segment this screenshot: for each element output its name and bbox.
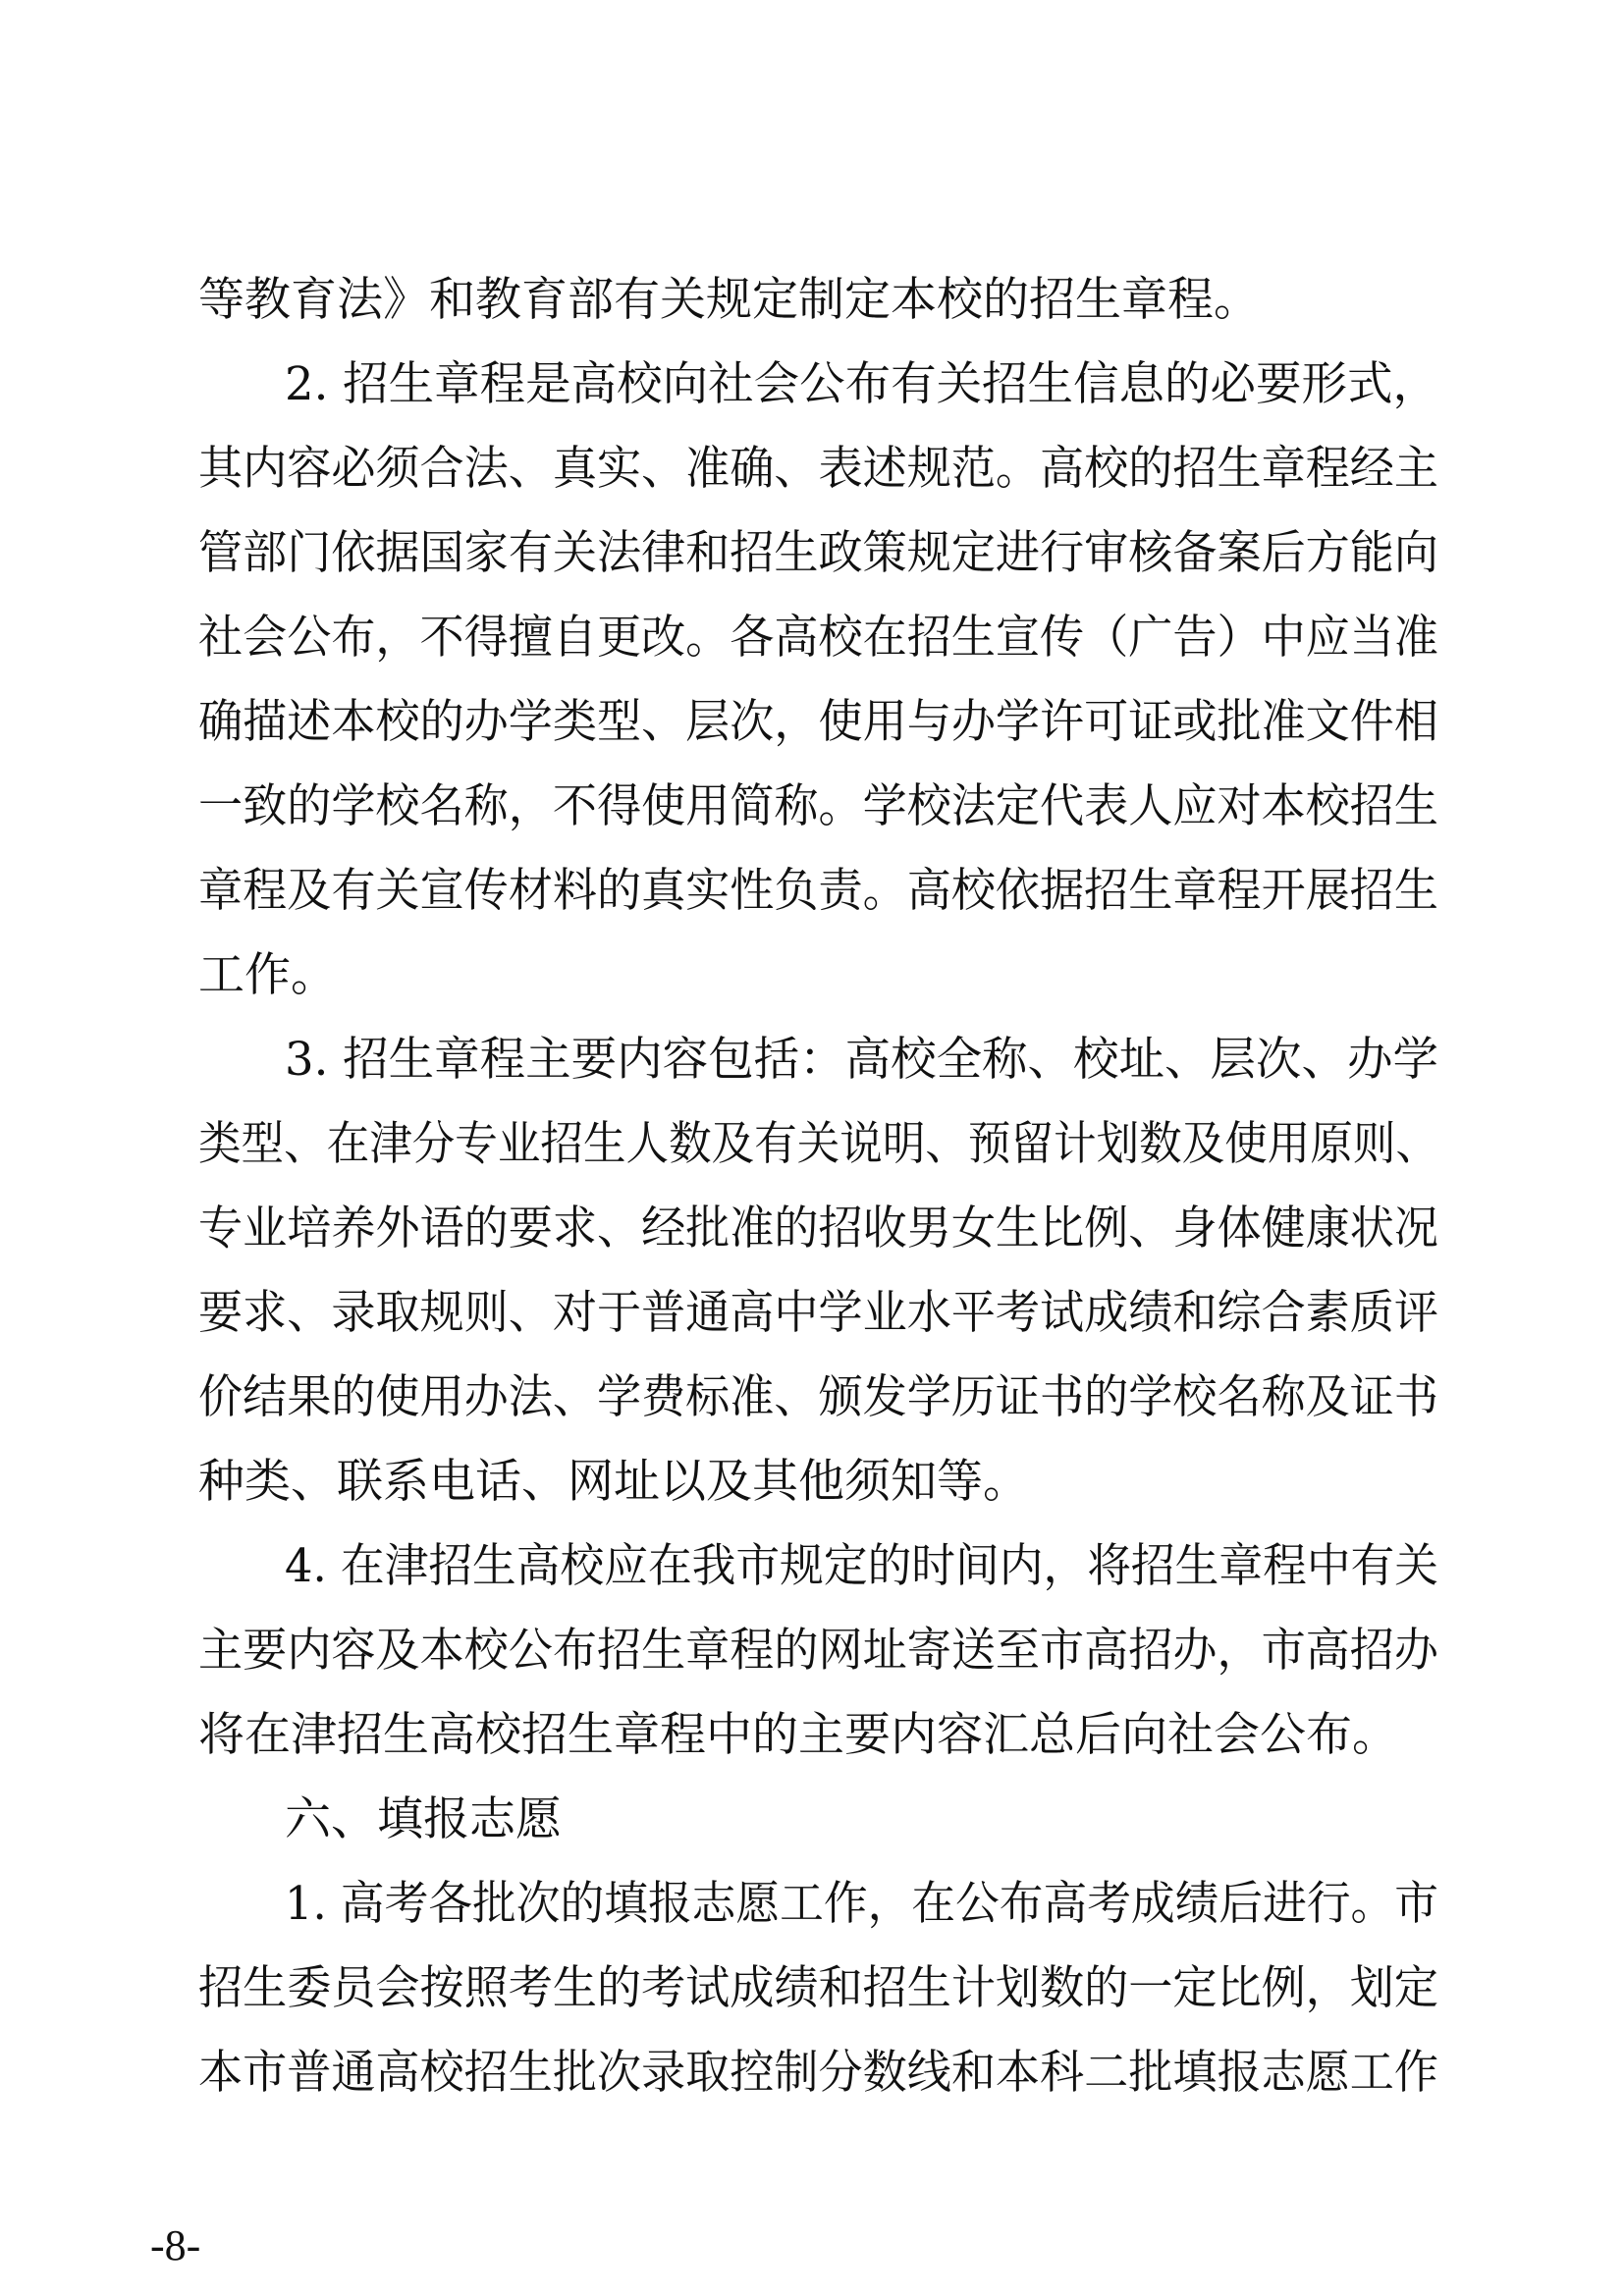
line-text: 4. 在津招生高校应在我市规定的时间内，将招生章程中有关 (285, 1539, 1438, 1593)
line-text: 章程及有关宣传材料的真实性负责。高校依据招生章程开展招生 (198, 864, 1438, 918)
text-line (0, 435, 1624, 504)
text-line (0, 1532, 1624, 1601)
line-text: 将在津招生高校招生章程中的主要内容汇总后向社会公布。 (198, 1708, 1398, 1762)
line-text: 2. 招生章程是高校向社会公布有关招生信息的必要形式， (285, 357, 1438, 411)
text-line (0, 2039, 1624, 2108)
line-text: 等教育法》和教育部有关规定制定本校的招生章程。 (198, 273, 1260, 327)
text-line (0, 688, 1624, 757)
text-line (0, 1195, 1624, 1263)
line-text: 一致的学校名称，不得使用简称。学校法定代表人应对本校招生 (198, 779, 1438, 833)
text-line (0, 1786, 1624, 1854)
text-line (0, 1448, 1624, 1517)
text-line (0, 773, 1624, 841)
text-line (0, 604, 1624, 672)
line-text: 主要内容及本校公布招生章程的网址寄送至市高招办，市高招办 (198, 1624, 1438, 1678)
line-text: 专业培养外语的要求、经批准的招收男女生比例、身体健康状况 (198, 1201, 1438, 1255)
text-line (0, 1701, 1624, 1770)
line-text: 社会公布，不得擅自更改。各高校在招生宣传（广告）中应当准 (198, 611, 1438, 665)
text-line (0, 857, 1624, 926)
text-line (0, 1110, 1624, 1179)
line-text: 本市普通高校招生批次录取控制分数线和本科二批填报志愿工作 (198, 2046, 1438, 2100)
line-text: 要求、录取规则、对于普通高中学业水平考试成绩和综合素质评 (198, 1286, 1438, 1340)
text-line (0, 350, 1624, 419)
line-text: 确描述本校的办学类型、层次，使用与办学许可证或批准文件相 (198, 695, 1438, 749)
text-line (0, 1954, 1624, 2023)
line-text: 招生委员会按照考生的考试成绩和招生计划数的一定比例，划定 (198, 1961, 1438, 2015)
line-text: 3. 招生章程主要内容包括：高校全称、校址、层次、办学 (285, 1033, 1438, 1087)
text-line (0, 519, 1624, 588)
text-line (0, 266, 1624, 335)
line-text: 类型、在津分专业招生人数及有关说明、预留计划数及使用原则、 (198, 1117, 1438, 1171)
line-text: 种类、联系电话、网址以及其他须知等。 (198, 1455, 1029, 1509)
text-line (0, 1870, 1624, 1939)
section-heading: 六、填报志愿 (285, 1792, 562, 1846)
page-number: -8- (150, 2221, 201, 2269)
line-text: 管部门依据国家有关法律和招生政策规定进行审核备案后方能向 (198, 526, 1438, 580)
line-text: 1. 高考各批次的填报志愿工作，在公布高考成绩后进行。市 (285, 1877, 1438, 1931)
text-line (0, 1026, 1624, 1095)
text-line (0, 1279, 1624, 1348)
text-line (0, 1363, 1624, 1432)
line-text: 其内容必须合法、真实、准确、表述规范。高校的招生章程经主 (198, 442, 1438, 496)
line-text: 工作。 (198, 948, 337, 1002)
line-text: 价结果的使用办法、学费标准、颁发学历证书的学校名称及证书 (198, 1370, 1438, 1424)
text-line (0, 941, 1624, 1010)
text-line (0, 1617, 1624, 1685)
